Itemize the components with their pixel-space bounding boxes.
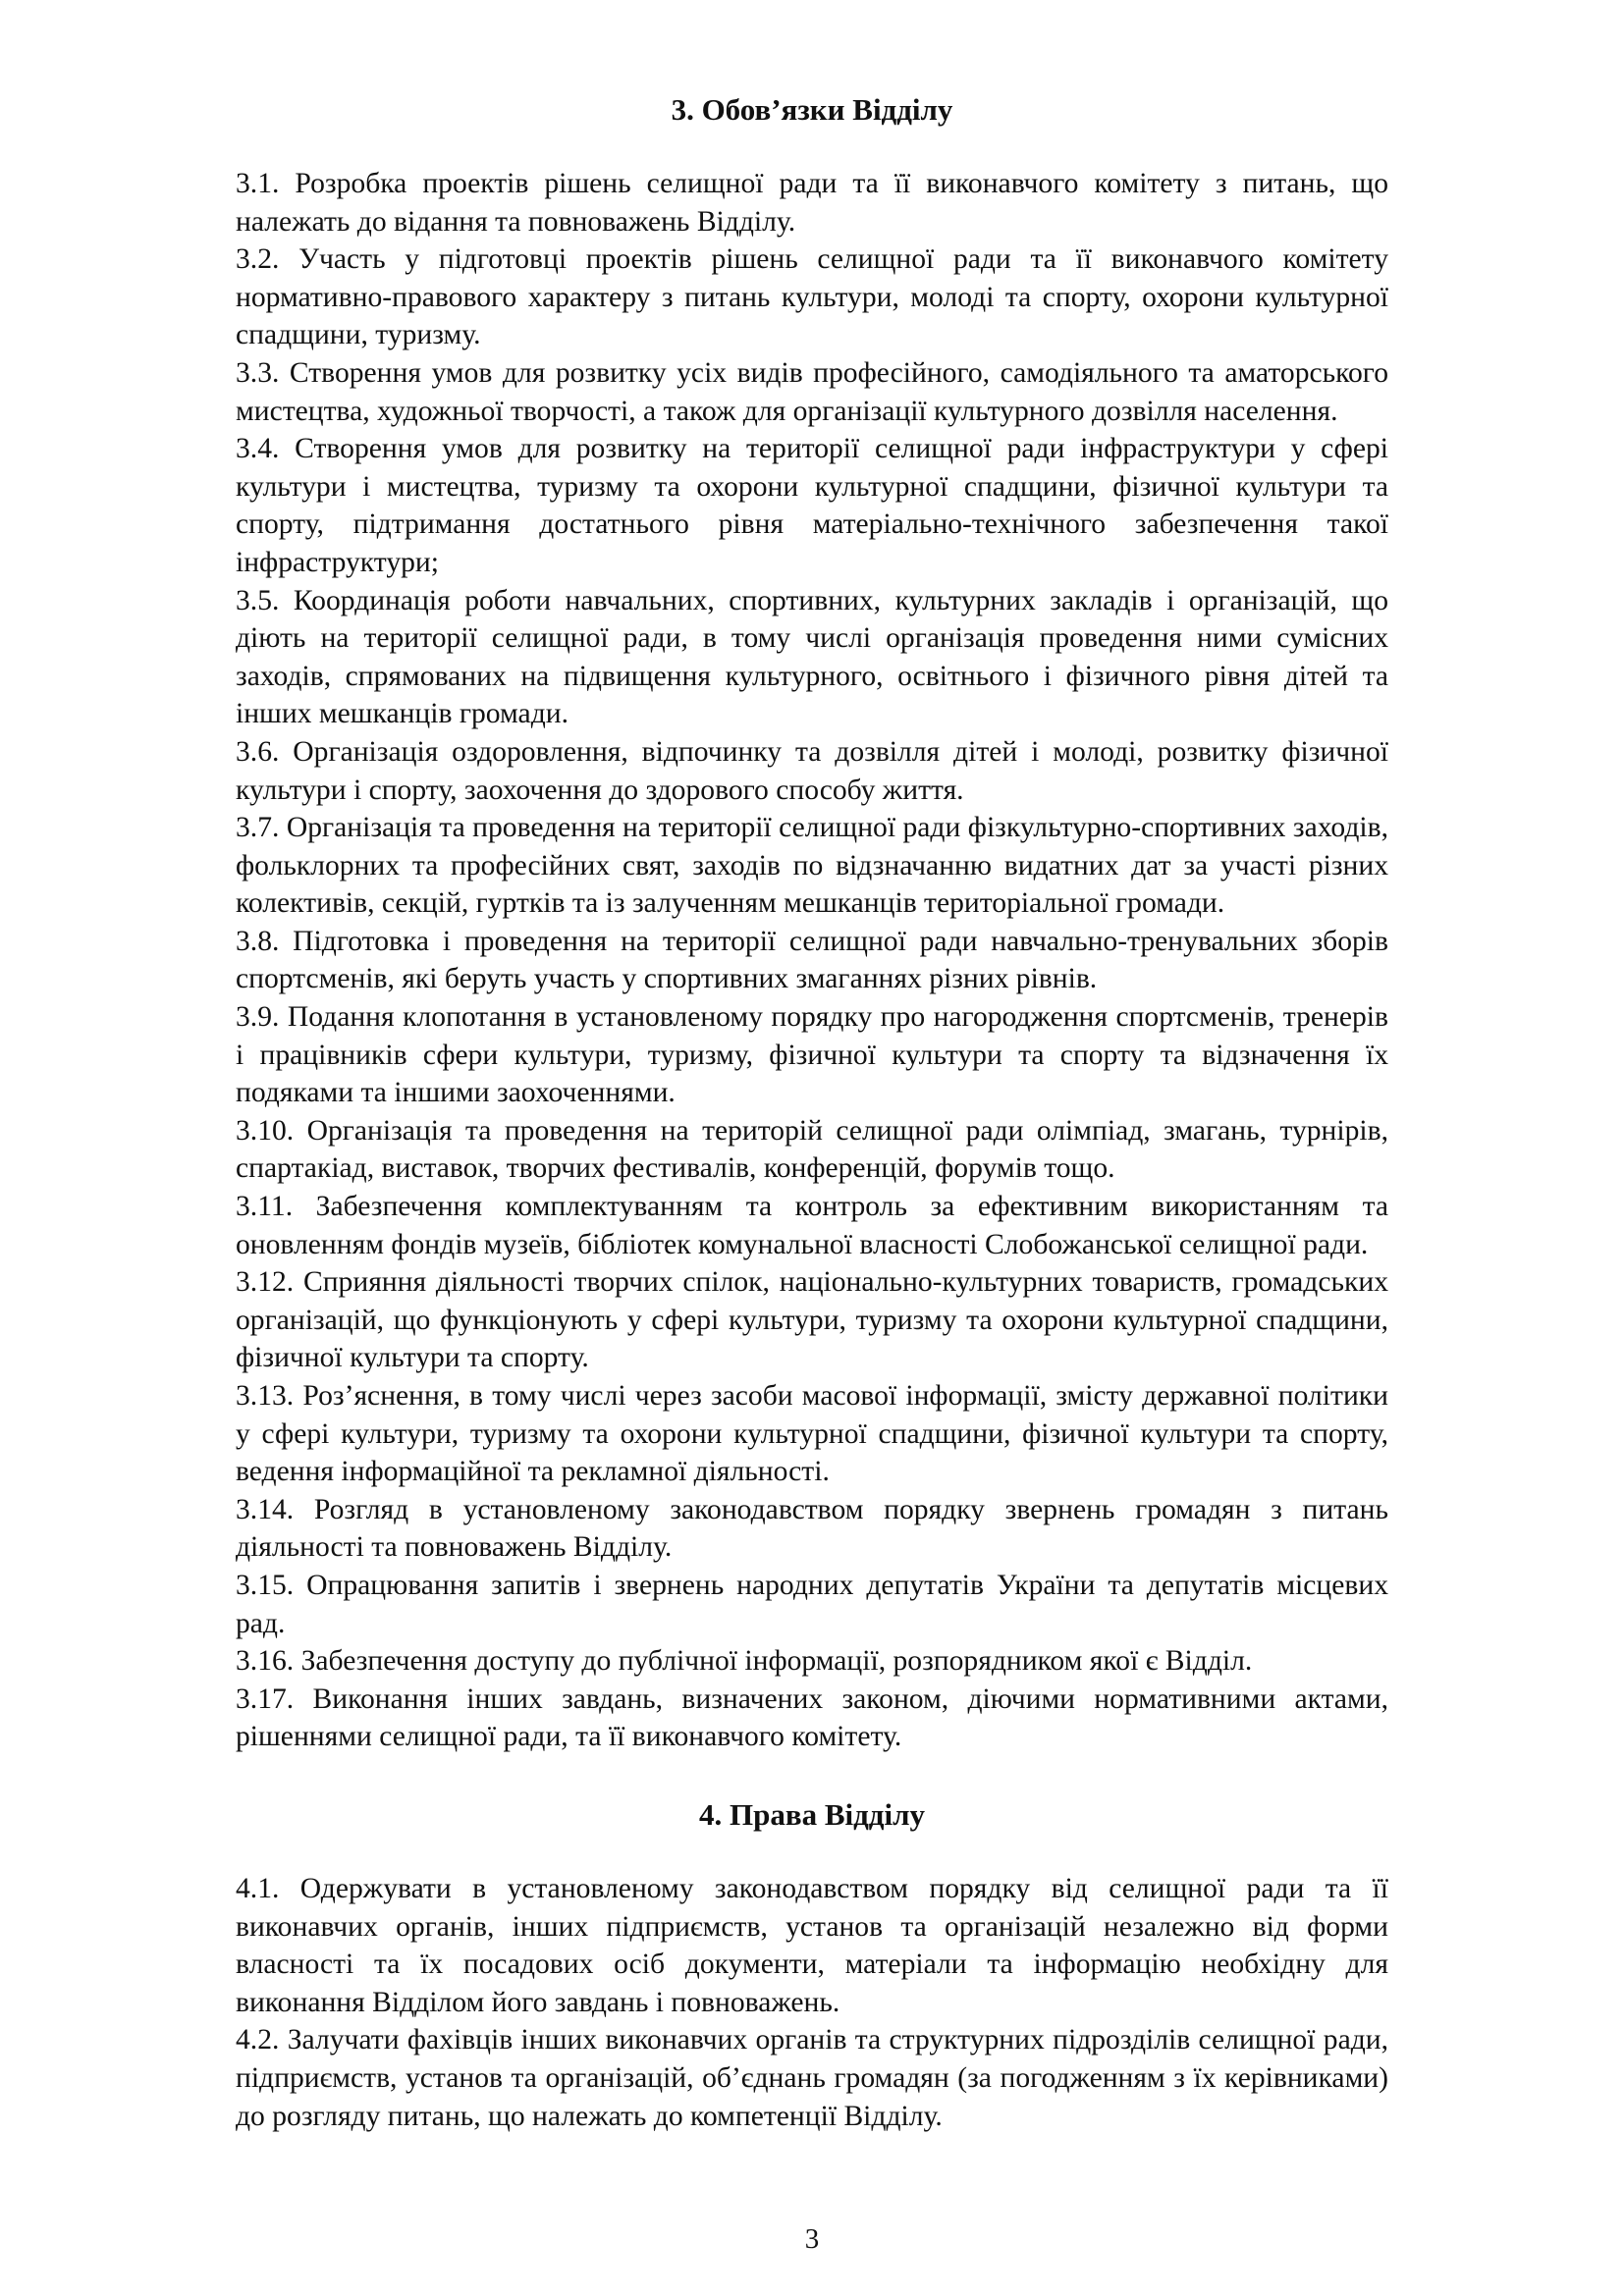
list-item: 3.9. Подання клопотання в установленому порядку про нагородження спортсменів, тренерів і працівників сфери культури, туризму, фізичної культури та спорту та відзначення їх подяками та іншими заохоченнями. [236,1001,1388,1109]
list-item: 3.11. Забезпечення комплектуванням та контроль за ефективним використанням та оновленням фондів музеїв, бібліотек комунальної власності Слобожанської селищної ради. [236,1191,1388,1260]
list-item: 3.3. Створення умов для розвитку усіх видів професійного, самодіяльного та аматорського мистецтва, художньої творчості, а також для організації культурного дозвілля населення. [236,356,1388,427]
list-item: 3.17. Виконання інших завдань, визначених законом, діючими нормативними актами, рішеннями селищної ради, та її виконавчого комітету. [236,1682,1388,1753]
document-page [236,90,1388,2135]
list-item: 3.13. Роз’яснення, в тому числі через засоби масової інформації, змісту державної політики у сфері культури, туризму та охорони культурної спадщини, фізичної культури та спорту, ведення інформаційної та рекламної діяльності. [236,1380,1388,1488]
section-4-list [236,1870,1388,2135]
list-item: 3.1. Розробка проектів рішень селищної ради та її виконавчого комітету з питань, що належать до відання та повноважень Відділу. [236,168,1388,238]
section-4-heading: 4. Права Відділу [698,1796,925,1832]
list-item: 4.2. Залучати фахівців інших виконавчих органів та структурних підрозділів селищної ради, підприємств, установ та організацій, об’єднань громадян (за погодженням з їх керівниками) до розгляду питань, що належать до компетенції Відділу. [236,2024,1388,2132]
list-item: 3.8. Підготовка і проведення на території селищної ради навчально-тренувальних зборів спортсменів, які беруть участь у спортивних змаганнях різних рівнів. [236,925,1388,995]
list-item: 3.6. Організація оздоровлення, відпочинку та дозвілля дітей і молоді, розвитку фізичної культури і спорту, заохочення до здорового способу життя. [236,735,1388,806]
list-item: 3.14. Розгляд в установленому законодавством порядку звернень громадян з питань діяльності та повноважень Відділу. [236,1493,1388,1564]
list-item: 3.10. Організація та проведення на територій селищної ради олімпіад, змагань, турнірів, спартакіад, виставок, творчих фестивалів, конференцій, форумів тощо. [236,1114,1388,1185]
list-item: 3.2. Участь у підготовці проектів рішень селищної ради та її виконавчого комітету нормативно-правового характеру з питань культури, молоді та спорту, охорони культурної спадщини, туризму. [236,243,1388,351]
section-3-heading: 3. Обов’язки Відділу [671,92,953,127]
list-item: 3.16. Забезпечення доступу до публічної інформації, розпорядником якої є Відділ. [236,1645,1253,1678]
section-3-list [236,165,1388,1756]
list-item: 3.15. Опрацювання запитів і звернень народних депутатів України та депутатів місцевих рад. [236,1569,1388,1639]
page-number: 3 [804,2223,820,2255]
list-item: 3.5. Координація роботи навчальних, спортивних, культурних закладів і організацій, що діють на території селищної ради, в тому числі організація проведення ними сумісних заходів, спрямованих на підвищення культурного, освітнього і фізичного рівня дітей та інших мешканців громади. [236,584,1388,730]
list-item: 3.12. Сприяння діяльності творчих спілок, національно-культурних товариств, громадських організацій, що функціонують у сфері культури, туризму та охорони культурної спадщини, фізичної культури та спорту. [236,1266,1388,1374]
list-item: 3.7. Організація та проведення на території селищної ради фізкультурно-спортивних заходів, фольклорних та професійних свят, заходів по відзначанню видатних дат за участі різних колективів, секцій, гуртків та із залученням мешканців територіальної громади. [236,812,1388,920]
list-item: 3.4. Створення умов для розвитку на території селищної ради інфраструктури у сфері культури і мистецтва, туризму та охорони культурної спадщини, фізичної культури та спорту, підтримання достатнього рівня матеріально-технічного забезпечення такої інфраструктури; [236,433,1388,578]
list-item: 4.1. Одержувати в установленому законодавством порядку від селищної ради та її виконавчих органів, інших підприємств, установ та організацій незалежно від форми власності та їх посадових осіб документи, матеріали та інформацію необхідну для виконання Відділом його завдань і повноважень. [236,1872,1388,2018]
